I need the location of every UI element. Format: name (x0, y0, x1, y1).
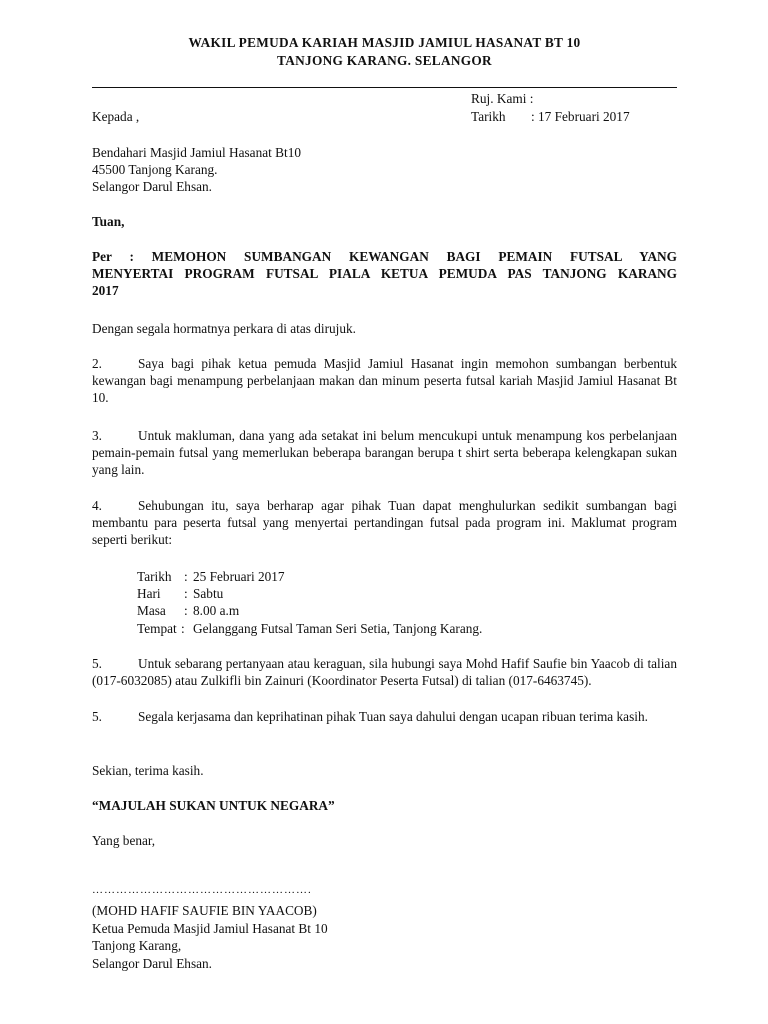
paragraph-text: Sehubungan itu, saya berharap agar pihak Tuan dapat menghulurkan sedikit sumbangan bagi membantu para peserta futsal yang menyertai pertandingan futsal pada program ini. Maklumat program seperti berikut: (92, 498, 677, 547)
recipient-line-1: Bendahari Masjid Jamiul Hasanat Bt10 (92, 145, 302, 160)
program-sep-day: : (184, 586, 188, 601)
paragraph-text: Saya bagi pihak ketua pemuda Masjid Jamiul Hasanat ingin memohon sumbangan berbentuk kewangan bagi menampung perbelanjaan makan dan minum peserta futsal kariah Masjid Jamiul Hasanat Bt 10. (92, 356, 677, 405)
valediction: Yang benar, (92, 833, 156, 848)
program-sep-venue: : (181, 621, 185, 636)
recipient-line-2: 45500 Tanjong Karang. (92, 162, 218, 177)
salutation: Tuan, (92, 214, 125, 229)
program-value-time: 8.00 a.m (193, 603, 240, 618)
paragraph-number: 5. (92, 709, 102, 724)
program-sep-date: : (184, 569, 188, 584)
recipient-line-3: Selangor Darul Ehsan. (92, 179, 213, 194)
program-value-venue: Gelanggang Futsal Taman Seri Setia, Tanjong Karang. (193, 621, 483, 636)
program-value-day: Sabtu (193, 586, 224, 601)
letterhead-divider (92, 87, 677, 88)
paragraph-text: Segala kerjasama dan keprihatinan pihak Tuan saya dahului dengan ucapan ribuan terima kasih. (138, 709, 648, 724)
paragraph-2 (92, 355, 677, 406)
date-value: : 17 Februari 2017 (531, 109, 630, 124)
opening-sentence: Dengan segala hormatnya perkara di atas dirujuk. (92, 321, 356, 336)
paragraph-text: Untuk sebarang pertanyaan atau keraguan, sila hubungi saya Mohd Hafif Saufie bin Yaacob di talian (017-6032085) atau Zulkifli bin Zainuri (Koordinator Peserta Futsal) di talian (017-6463745). (92, 656, 677, 688)
program-sep-time: : (184, 603, 188, 618)
paragraph-number: 4. (92, 498, 102, 513)
program-label-venue: Tempat (137, 621, 177, 636)
paragraph-6 (92, 708, 677, 725)
program-label-time: Masa (137, 603, 166, 618)
letterhead-line-2: TANJONG KARANG. SELANGOR (277, 53, 492, 68)
slogan: “MAJULAH SUKAN UNTUK NEGARA” (92, 798, 335, 813)
signatory-title: Ketua Pemuda Masjid Jamiul Hasanat Bt 10 (92, 921, 328, 936)
paragraph-4 (92, 497, 677, 548)
letterhead-line-1: WAKIL PEMUDA KARIAH MASJID JAMIUL HASANAT BT 10 (188, 35, 581, 50)
paragraph-number: 3. (92, 428, 102, 443)
recipient-label: Kepada , (92, 109, 140, 124)
program-value-date: 25 Februari 2017 (193, 569, 285, 584)
closing-sentence: Sekian, terima kasih. (92, 763, 204, 778)
paragraph-3 (92, 427, 677, 478)
program-label-day: Hari (137, 586, 161, 601)
date-label: Tarikh (471, 109, 506, 124)
paragraph-number: 5. (92, 656, 102, 671)
paragraph-5 (92, 655, 677, 689)
subject-line: Per : MEMOHON SUMBANGAN KEWANGAN BAGI PEMAIN FUTSAL YANG MENYERTAI PROGRAM FUTSAL PIALA KETUA PEMUDA PAS TANJONG KARANG 2017 (92, 249, 677, 298)
signatory-name: (MOHD HAFIF SAUFIE BIN YAACOB) (92, 903, 317, 918)
signature-line: ………………………………………………. (92, 884, 312, 896)
paragraph-number: 2. (92, 356, 102, 371)
paragraph-text: Untuk makluman, dana yang ada setakat ini belum mencukupi untuk menampung kos perbelanjaan pemain-pemain futsal yang memerlukan beberapa barangan berupa t shirt serta beberapa kelengkapan sukan yang lain. (92, 428, 677, 477)
signatory-address-2: Selangor Darul Ehsan. (92, 956, 213, 971)
signatory-address-1: Tanjong Karang, (92, 938, 182, 953)
program-label-date: Tarikh (137, 569, 172, 584)
reference-number: Ruj. Kami : (471, 91, 534, 106)
